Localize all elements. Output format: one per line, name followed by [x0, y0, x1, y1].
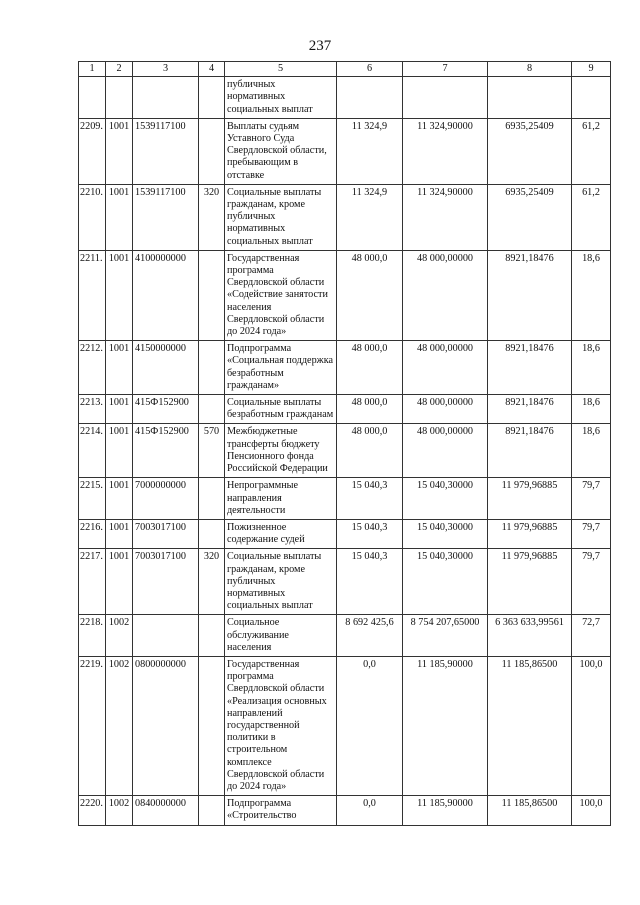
table-row [79, 77, 611, 119]
row-number-cell: 2217. [79, 549, 106, 615]
expense-type-code-cell [199, 796, 225, 825]
target-article-code-cell [133, 77, 199, 119]
section-code-cell: 1001 [106, 478, 133, 520]
header-cell: 8 [488, 62, 572, 77]
table-row [79, 519, 611, 548]
approved-amount-cell: 15 040,3 [337, 478, 403, 520]
header-cell: 1 [79, 62, 106, 77]
header-cell: 3 [133, 62, 199, 77]
executed-amount-cell: 8921,18476 [488, 250, 572, 340]
execution-percent-cell: 79,7 [572, 519, 611, 548]
approved-amount-cell: 48 000,0 [337, 395, 403, 424]
executed-amount-cell: 8921,18476 [488, 341, 572, 395]
executed-amount-cell: 11 979,96885 [488, 519, 572, 548]
revised-amount-cell: 11 324,90000 [403, 118, 488, 184]
target-article-code-cell: 415Ф152900 [133, 395, 199, 424]
execution-percent-cell: 18,6 [572, 341, 611, 395]
executed-amount-cell: 11 979,96885 [488, 549, 572, 615]
item-name-cell: Непрограммные направления деятельности [225, 478, 337, 520]
approved-amount-cell: 15 040,3 [337, 549, 403, 615]
execution-percent-cell: 61,2 [572, 118, 611, 184]
row-number-cell: 2212. [79, 341, 106, 395]
section-code-cell: 1001 [106, 549, 133, 615]
approved-amount-cell: 15 040,3 [337, 519, 403, 548]
header-cell: 9 [572, 62, 611, 77]
target-article-code-cell: 4100000000 [133, 250, 199, 340]
execution-percent-cell: 18,6 [572, 250, 611, 340]
execution-percent-cell: 100,0 [572, 656, 611, 795]
section-code-cell [106, 77, 133, 119]
approved-amount-cell: 11 324,9 [337, 184, 403, 250]
execution-percent-cell: 72,7 [572, 615, 611, 657]
header-row [79, 62, 611, 77]
executed-amount-cell: 6935,25409 [488, 184, 572, 250]
item-name-cell: Государственная программа Свердловской области «Содействие занятости населения Свердловской области до 2024 года» [225, 250, 337, 340]
revised-amount-cell [403, 77, 488, 119]
approved-amount-cell: 8 692 425,6 [337, 615, 403, 657]
row-number-cell: 2216. [79, 519, 106, 548]
section-code-cell: 1001 [106, 250, 133, 340]
revised-amount-cell: 11 185,90000 [403, 656, 488, 795]
item-name-cell: Социальные выплаты гражданам, кроме публичных нормативных социальных выплат [225, 184, 337, 250]
expense-type-code-cell [199, 519, 225, 548]
expense-type-code-cell: 570 [199, 424, 225, 478]
target-article-code-cell: 1539117100 [133, 118, 199, 184]
approved-amount-cell: 11 324,9 [337, 118, 403, 184]
expense-type-code-cell: 320 [199, 184, 225, 250]
expense-type-code-cell [199, 77, 225, 119]
target-article-code-cell: 0840000000 [133, 796, 199, 825]
section-code-cell: 1001 [106, 184, 133, 250]
table-row [79, 478, 611, 520]
revised-amount-cell: 15 040,30000 [403, 519, 488, 548]
item-name-cell: Пожизненное содержание судей [225, 519, 337, 548]
item-name-cell: Социальное обслуживание населения [225, 615, 337, 657]
budget-table [78, 61, 611, 826]
approved-amount-cell: 48 000,0 [337, 250, 403, 340]
revised-amount-cell: 48 000,00000 [403, 250, 488, 340]
table-row [79, 184, 611, 250]
item-name-cell: Межбюджетные трансферты бюджету Пенсионного фонда Российской Федерации [225, 424, 337, 478]
expense-type-code-cell [199, 615, 225, 657]
approved-amount-cell: 0,0 [337, 656, 403, 795]
header-cell: 7 [403, 62, 488, 77]
revised-amount-cell: 48 000,00000 [403, 395, 488, 424]
item-name-cell: Социальные выплаты гражданам, кроме публичных нормативных социальных выплат [225, 549, 337, 615]
executed-amount-cell [488, 77, 572, 119]
approved-amount-cell [337, 77, 403, 119]
target-article-code-cell: 4150000000 [133, 341, 199, 395]
executed-amount-cell: 6 363 633,99561 [488, 615, 572, 657]
table-row [79, 250, 611, 340]
target-article-code-cell: 0800000000 [133, 656, 199, 795]
execution-percent-cell: 18,6 [572, 395, 611, 424]
target-article-code-cell: 7003017100 [133, 549, 199, 615]
table-row [79, 395, 611, 424]
header-cell: 6 [337, 62, 403, 77]
revised-amount-cell: 11 324,90000 [403, 184, 488, 250]
section-code-cell: 1001 [106, 424, 133, 478]
target-article-code-cell [133, 615, 199, 657]
section-code-cell: 1001 [106, 341, 133, 395]
item-name-cell: Выплаты судьям Уставного Суда Свердловской области, пребывающим в отставке [225, 118, 337, 184]
execution-percent-cell: 61,2 [572, 184, 611, 250]
approved-amount-cell: 48 000,0 [337, 341, 403, 395]
approved-amount-cell: 48 000,0 [337, 424, 403, 478]
target-article-code-cell: 7003017100 [133, 519, 199, 548]
revised-amount-cell: 48 000,00000 [403, 424, 488, 478]
item-name-cell: Государственная программа Свердловской области «Реализация основных направлений государственной политики в строительном комплексе Свердловской области до 2024 года» [225, 656, 337, 795]
target-article-code-cell: 1539117100 [133, 184, 199, 250]
section-code-cell: 1002 [106, 615, 133, 657]
header-cell: 5 [225, 62, 337, 77]
executed-amount-cell: 6935,25409 [488, 118, 572, 184]
row-number-cell: 2209. [79, 118, 106, 184]
executed-amount-cell: 11 185,86500 [488, 796, 572, 825]
table-row [79, 549, 611, 615]
header-cell: 4 [199, 62, 225, 77]
expense-type-code-cell [199, 250, 225, 340]
section-code-cell: 1001 [106, 519, 133, 548]
execution-percent-cell: 79,7 [572, 478, 611, 520]
expense-type-code-cell [199, 395, 225, 424]
execution-percent-cell: 18,6 [572, 424, 611, 478]
table-row [79, 118, 611, 184]
section-code-cell: 1002 [106, 796, 133, 825]
item-name-cell: Подпрограмма «Социальная поддержка безработным гражданам» [225, 341, 337, 395]
item-name-cell: Социальные выплаты безработным гражданам [225, 395, 337, 424]
row-number-cell: 2219. [79, 656, 106, 795]
executed-amount-cell: 8921,18476 [488, 424, 572, 478]
executed-amount-cell: 8921,18476 [488, 395, 572, 424]
table-row [79, 424, 611, 478]
section-code-cell: 1001 [106, 118, 133, 184]
execution-percent-cell [572, 77, 611, 119]
row-number-cell: 2220. [79, 796, 106, 825]
execution-percent-cell: 100,0 [572, 796, 611, 825]
target-article-code-cell: 415Ф152900 [133, 424, 199, 478]
table-row [79, 341, 611, 395]
row-number-cell: 2215. [79, 478, 106, 520]
expense-type-code-cell [199, 341, 225, 395]
expense-type-code-cell: 320 [199, 549, 225, 615]
expense-type-code-cell [199, 478, 225, 520]
header-cell: 2 [106, 62, 133, 77]
row-number-cell: 2213. [79, 395, 106, 424]
table-row [79, 656, 611, 795]
revised-amount-cell: 15 040,30000 [403, 478, 488, 520]
table-row [79, 796, 611, 825]
execution-percent-cell: 79,7 [572, 549, 611, 615]
revised-amount-cell: 48 000,00000 [403, 341, 488, 395]
row-number-cell: 2218. [79, 615, 106, 657]
revised-amount-cell: 15 040,30000 [403, 549, 488, 615]
revised-amount-cell: 11 185,90000 [403, 796, 488, 825]
revised-amount-cell: 8 754 207,65000 [403, 615, 488, 657]
expense-type-code-cell [199, 656, 225, 795]
section-code-cell: 1001 [106, 395, 133, 424]
approved-amount-cell: 0,0 [337, 796, 403, 825]
row-number-cell: 2211. [79, 250, 106, 340]
executed-amount-cell: 11 979,96885 [488, 478, 572, 520]
page-number: 237 [308, 38, 332, 54]
expense-type-code-cell [199, 118, 225, 184]
item-name-cell: Подпрограмма «Строительство [225, 796, 337, 825]
item-name-cell: публичных нормативных социальных выплат [225, 77, 337, 119]
row-number-cell: 2210. [79, 184, 106, 250]
target-article-code-cell: 7000000000 [133, 478, 199, 520]
row-number-cell: 2214. [79, 424, 106, 478]
section-code-cell: 1002 [106, 656, 133, 795]
row-number-cell [79, 77, 106, 119]
executed-amount-cell: 11 185,86500 [488, 656, 572, 795]
table-row [79, 615, 611, 657]
